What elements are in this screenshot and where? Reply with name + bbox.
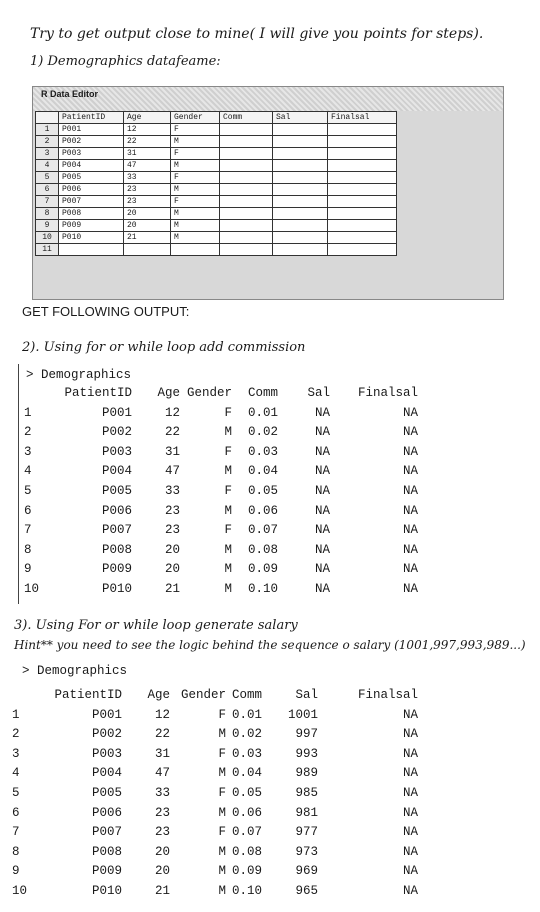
output-cell: 969 <box>295 864 318 879</box>
output-cell: 973 <box>295 844 318 859</box>
editor-grid <box>35 111 397 256</box>
output-cell: P008 <box>91 844 122 859</box>
editor-cell-empty[interactable] <box>273 172 328 184</box>
output-cell: M <box>218 805 226 820</box>
output-cell: P003 <box>101 444 132 459</box>
hint-text: Hint** you need to see the logic behind the sequence o salary (1001,997,993,989...) <box>14 638 526 652</box>
output-cell: 0.01 <box>231 707 262 722</box>
output-cell: 0.05 <box>231 786 262 800</box>
output-cell: NA <box>402 425 418 440</box>
row-number: 6 <box>36 184 59 196</box>
output-cell: M <box>218 864 226 879</box>
output-cell: NA <box>402 542 418 557</box>
editor-row <box>36 232 397 244</box>
output-cell: 965 <box>295 884 318 898</box>
output-cell: 0.04 <box>247 464 278 479</box>
output-cell: 0.05 <box>247 484 278 498</box>
output-cell: NA <box>402 766 418 781</box>
output-cell: M <box>218 884 226 898</box>
output-row-number: 10 <box>24 582 40 596</box>
editor-cell-empty[interactable] <box>328 148 397 160</box>
output-row-number: 1 <box>24 405 32 420</box>
output-row-number: 9 <box>24 562 32 577</box>
console-border-1 <box>18 364 19 604</box>
output-cell: 12 <box>164 405 180 420</box>
output-row-number: 8 <box>24 542 32 557</box>
output-cell: NA <box>314 503 330 518</box>
editor-cell[interactable]: M <box>171 208 220 220</box>
output-cell: M <box>224 542 232 557</box>
editor-cell[interactable]: F <box>171 172 220 184</box>
editor-cell-empty[interactable] <box>328 232 397 244</box>
output-row-number: 5 <box>12 786 20 800</box>
output-cell: NA <box>402 884 418 898</box>
output-cell: NA <box>314 484 330 498</box>
output-cell: NA <box>314 425 330 440</box>
output-cell: P003 <box>91 746 122 761</box>
output-row-number: 10 <box>12 884 28 898</box>
output-cell: 997 <box>295 727 318 742</box>
editor-cell-empty[interactable] <box>220 148 273 160</box>
output-cell: NA <box>314 464 330 479</box>
output-cell: NA <box>402 746 418 761</box>
editor-cell[interactable]: 23 <box>124 196 171 208</box>
col-header-patientid[interactable]: PatientID <box>59 112 124 124</box>
output-cell: P009 <box>91 864 122 879</box>
output-col-header: Gender <box>180 688 226 702</box>
output-cell: 0.09 <box>231 864 262 879</box>
editor-cell-empty[interactable] <box>220 124 273 136</box>
editor-cell-empty[interactable] <box>220 220 273 232</box>
output-row-number: 9 <box>12 864 20 879</box>
editor-cell[interactable]: F <box>171 196 220 208</box>
editor-cell-empty[interactable] <box>273 220 328 232</box>
output-cell: 22 <box>154 727 170 742</box>
output-cell: M <box>224 464 232 479</box>
editor-cell-empty[interactable] <box>220 196 273 208</box>
editor-row <box>36 124 397 136</box>
output-cell: 0.06 <box>231 805 262 820</box>
editor-cell-empty[interactable] <box>328 136 397 148</box>
output-cell: F <box>224 405 232 420</box>
editor-cell[interactable]: 31 <box>124 148 171 160</box>
output-cell: 20 <box>154 864 170 879</box>
output-row-number: 5 <box>24 484 32 498</box>
editor-row <box>36 208 397 220</box>
output-cell: M <box>224 562 232 577</box>
output-cell: 0.10 <box>247 582 278 596</box>
output-cell: NA <box>402 464 418 479</box>
editor-cell[interactable]: P001 <box>59 124 124 136</box>
row-number: 5 <box>36 172 59 184</box>
editor-cell[interactable]: P004 <box>59 160 124 172</box>
output-cell: 21 <box>164 582 180 596</box>
editor-row <box>36 244 397 256</box>
editor-cell-empty[interactable] <box>328 208 397 220</box>
output-cell: NA <box>314 582 330 596</box>
editor-cell[interactable]: M <box>171 220 220 232</box>
output-cell: P006 <box>91 805 122 820</box>
output-cell: 0.01 <box>247 405 278 420</box>
row-number: 10 <box>36 232 59 244</box>
output-cell: F <box>218 746 226 761</box>
output-cell: 23 <box>164 503 180 518</box>
output-cell: 12 <box>154 707 170 722</box>
output-cell: M <box>218 844 226 859</box>
editor-cell[interactable]: 12 <box>124 124 171 136</box>
output-cell: NA <box>314 405 330 420</box>
editor-row <box>36 136 397 148</box>
output-cell: P007 <box>101 523 132 538</box>
output-cell: NA <box>314 444 330 459</box>
output-cell: 33 <box>164 484 180 498</box>
output-cell: 0.03 <box>231 746 262 761</box>
output-cell: NA <box>402 484 418 498</box>
output-cell: NA <box>402 707 418 722</box>
output-row-number: 8 <box>12 844 20 859</box>
output-row-number: 7 <box>24 523 32 538</box>
editor-row <box>36 160 397 172</box>
editor-cell[interactable]: M <box>171 136 220 148</box>
editor-cell-empty[interactable] <box>328 124 397 136</box>
output-cell: 0.02 <box>247 425 278 440</box>
editor-cell-empty[interactable] <box>328 220 397 232</box>
editor-cell[interactable]: 22 <box>124 136 171 148</box>
row-number: 3 <box>36 148 59 160</box>
output-row-number: 4 <box>12 766 20 781</box>
editor-cell[interactable] <box>171 244 220 256</box>
output-cell: 23 <box>154 805 170 820</box>
output-cell: F <box>218 707 226 722</box>
grid-corner <box>36 112 59 124</box>
output-cell: 0.10 <box>231 884 262 898</box>
output-col-header: PatientID <box>64 386 132 400</box>
output-col-header: Age <box>157 386 180 400</box>
editor-cell[interactable]: F <box>171 148 220 160</box>
editor-cell-empty[interactable] <box>220 244 273 256</box>
output-row-number: 3 <box>12 746 20 761</box>
editor-cell-empty[interactable] <box>273 208 328 220</box>
output-cell: 981 <box>295 805 318 820</box>
output-cell: F <box>218 825 226 840</box>
editor-cell[interactable]: 21 <box>124 232 171 244</box>
output-cell: M <box>224 425 232 440</box>
output-col-header: Comm <box>247 386 278 400</box>
output-cell: NA <box>402 805 418 820</box>
editor-cell[interactable]: P006 <box>59 184 124 196</box>
editor-cell-empty[interactable] <box>220 136 273 148</box>
output-cell: NA <box>402 825 418 840</box>
output-cell: NA <box>402 786 418 800</box>
col-header-finalsal[interactable]: Finalsal <box>328 112 397 124</box>
output-cell: NA <box>402 405 418 420</box>
output-col-header: PatientID <box>54 688 122 702</box>
output-cell: 20 <box>154 844 170 859</box>
output-cell: P002 <box>101 425 132 440</box>
output-cell: P009 <box>101 562 132 577</box>
editor-cell-empty[interactable] <box>273 232 328 244</box>
output-cell: 0.06 <box>247 503 278 518</box>
output-cell: NA <box>402 444 418 459</box>
output-row-number: 2 <box>12 727 20 742</box>
col-header-sal[interactable]: Sal <box>273 112 328 124</box>
output-cell: 0.08 <box>247 542 278 557</box>
editor-title-bar: R Data Editor <box>33 87 503 111</box>
editor-cell-empty[interactable] <box>273 136 328 148</box>
editor-cell[interactable]: 23 <box>124 184 171 196</box>
output-col-header: Gender <box>186 386 232 400</box>
output-cell: NA <box>314 542 330 557</box>
editor-cell-empty[interactable] <box>220 232 273 244</box>
row-number: 8 <box>36 208 59 220</box>
output-cell: NA <box>402 844 418 859</box>
output-cell: 22 <box>164 425 180 440</box>
output-cell: NA <box>402 562 418 577</box>
editor-row <box>36 220 397 232</box>
editor-cell[interactable]: P009 <box>59 220 124 232</box>
editor-cell[interactable] <box>124 244 171 256</box>
row-number: 4 <box>36 160 59 172</box>
output-col-header: Sal <box>307 386 330 400</box>
editor-cell-empty[interactable] <box>220 184 273 196</box>
output-cell: P008 <box>101 542 132 557</box>
col-header-gender[interactable]: Gender <box>171 112 220 124</box>
editor-cell[interactable]: P005 <box>59 172 124 184</box>
output-cell: 977 <box>295 825 318 840</box>
editor-cell[interactable] <box>59 244 124 256</box>
output-cell: NA <box>314 562 330 577</box>
editor-cell-empty[interactable] <box>220 160 273 172</box>
output-cell: NA <box>402 582 418 596</box>
editor-cell-empty[interactable] <box>220 172 273 184</box>
editor-cell-empty[interactable] <box>328 184 397 196</box>
output-cell: P005 <box>101 484 132 498</box>
output-cell: P004 <box>91 766 122 781</box>
editor-cell-empty[interactable] <box>273 184 328 196</box>
instruction-heading: Try to get output close to mine( I will give you points for steps). <box>30 26 484 42</box>
output-cell: P004 <box>101 464 132 479</box>
output-cell: 31 <box>154 746 170 761</box>
output-cell: 985 <box>295 786 318 800</box>
output-cell: 23 <box>154 825 170 840</box>
output-col-header: Finalsal <box>357 386 418 400</box>
editor-cell-empty[interactable] <box>328 196 397 208</box>
editor-cell-empty[interactable] <box>273 124 328 136</box>
editor-cell-empty[interactable] <box>328 160 397 172</box>
output-cell: P010 <box>101 582 132 596</box>
editor-cell-empty[interactable] <box>328 244 397 256</box>
output-cell: M <box>218 727 226 742</box>
output-cell: F <box>224 484 232 498</box>
editor-cell-empty[interactable] <box>273 196 328 208</box>
editor-cell[interactable]: P003 <box>59 148 124 160</box>
output-cell: 33 <box>154 786 170 800</box>
editor-cell-empty[interactable] <box>328 172 397 184</box>
step1-label: 1) Demographics datafeame: <box>30 54 221 69</box>
output-cell: 0.09 <box>247 562 278 577</box>
editor-row <box>36 148 397 160</box>
output-col-header: Sal <box>295 688 318 702</box>
editor-cell[interactable]: M <box>171 184 220 196</box>
row-number: 7 <box>36 196 59 208</box>
output-cell: 993 <box>295 746 318 761</box>
row-number: 1 <box>36 124 59 136</box>
output-col-header: Finalsal <box>357 688 418 702</box>
output-cell: 23 <box>164 523 180 538</box>
output-col-header: Age <box>147 688 170 702</box>
editor-cell[interactable]: P002 <box>59 136 124 148</box>
editor-cell-empty[interactable] <box>273 244 328 256</box>
output-cell: 0.03 <box>247 444 278 459</box>
editor-row <box>36 196 397 208</box>
output-row-number: 7 <box>12 825 20 840</box>
editor-cell[interactable]: M <box>171 232 220 244</box>
editor-row <box>36 184 397 196</box>
editor-cell[interactable]: 47 <box>124 160 171 172</box>
output-cell: 989 <box>295 766 318 781</box>
editor-row <box>36 172 397 184</box>
output-cell: P005 <box>91 786 122 800</box>
editor-cell[interactable]: 20 <box>124 220 171 232</box>
output-cell: M <box>224 582 232 596</box>
output-cell: P001 <box>101 405 132 420</box>
output-cell: P002 <box>91 727 122 742</box>
output-cell: 1001 <box>287 707 318 722</box>
editor-cell[interactable]: F <box>171 124 220 136</box>
output-cell: 47 <box>154 766 170 781</box>
output-cell: 0.08 <box>231 844 262 859</box>
output-cell: NA <box>402 503 418 518</box>
output-cell: NA <box>402 727 418 742</box>
output-row-number: 6 <box>24 503 32 518</box>
output-cell: M <box>224 503 232 518</box>
col-header-comm[interactable]: Comm <box>220 112 273 124</box>
r-data-editor-window <box>32 86 504 300</box>
col-header-age[interactable]: Age <box>124 112 171 124</box>
output-cell: F <box>224 444 232 459</box>
output-col-header: Comm <box>231 688 262 702</box>
editor-cell[interactable]: 33 <box>124 172 171 184</box>
output-cell: 20 <box>164 542 180 557</box>
output-cell: 0.07 <box>231 825 262 840</box>
editor-cell[interactable]: P010 <box>59 232 124 244</box>
output-cell: F <box>218 786 226 800</box>
row-number: 2 <box>36 136 59 148</box>
output-cell: F <box>224 523 232 538</box>
output-cell: M <box>218 766 226 781</box>
editor-cell[interactable]: P008 <box>59 208 124 220</box>
output-row-number: 6 <box>12 805 20 820</box>
output-cell: NA <box>402 523 418 538</box>
editor-cell-empty[interactable] <box>220 208 273 220</box>
output-cell: NA <box>402 864 418 879</box>
output-row-number: 4 <box>24 464 32 479</box>
output-cell: P001 <box>91 707 122 722</box>
editor-cell-empty[interactable] <box>273 148 328 160</box>
output-cell: P007 <box>91 825 122 840</box>
editor-cell[interactable]: P007 <box>59 196 124 208</box>
output-cell: 0.07 <box>247 523 278 538</box>
editor-cell[interactable]: M <box>171 160 220 172</box>
output-row-number: 1 <box>12 707 20 722</box>
step3-label: 3). Using For or while loop generate salary <box>14 618 298 633</box>
output-cell: 0.02 <box>231 727 262 742</box>
output-cell: 47 <box>164 464 180 479</box>
output-cell: 0.04 <box>231 766 262 781</box>
output-cell: P006 <box>101 503 132 518</box>
editor-cell[interactable]: 20 <box>124 208 171 220</box>
output-cell: P010 <box>91 884 122 898</box>
output-row-number: 3 <box>24 444 32 459</box>
step2-label: 2). Using for or while loop add commission <box>22 340 306 355</box>
output-cell: 31 <box>164 444 180 459</box>
output-heading: GET FOLLOWING OUTPUT: <box>22 304 190 319</box>
row-number: 11 <box>36 244 59 256</box>
console-prompt-2: > Demographics <box>22 664 128 678</box>
row-number: 9 <box>36 220 59 232</box>
output-cell: 21 <box>154 884 170 898</box>
output-cell: NA <box>314 523 330 538</box>
editor-cell-empty[interactable] <box>273 160 328 172</box>
console-prompt-1: > Demographics <box>26 368 132 382</box>
output-cell: 20 <box>164 562 180 577</box>
output-row-number: 2 <box>24 425 32 440</box>
